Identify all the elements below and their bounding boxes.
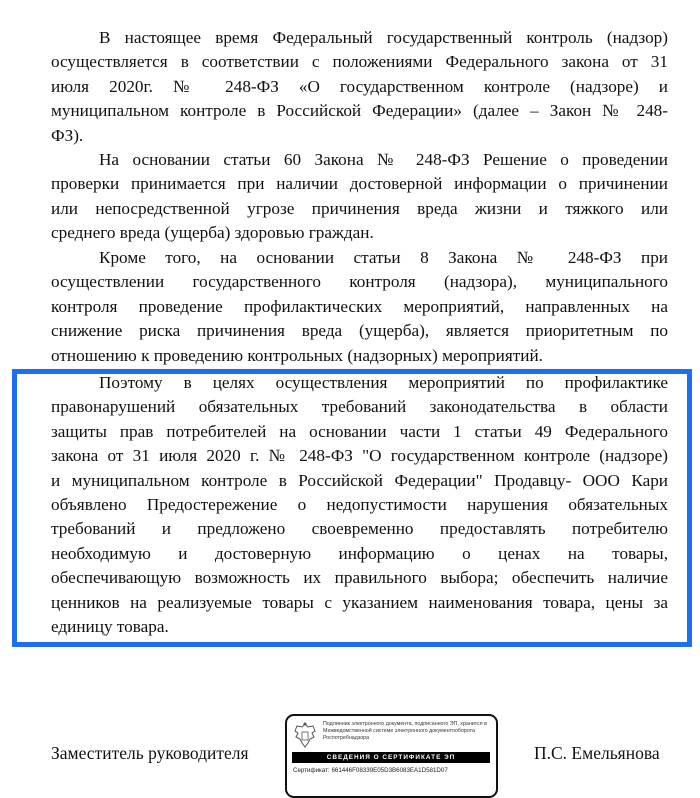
- paragraph-2: [51, 148, 668, 246]
- text-line: ценников на реализуемые товары с указанием наименования товара, цены за: [51, 592, 668, 612]
- text-line: Поэтому в целях осуществления мероприятий по профилактике: [99, 373, 668, 392]
- text-line: В настоящее время Федеральный государственный контроль (надзор): [99, 28, 668, 47]
- text-line: единицу товара.: [51, 616, 169, 636]
- text-line: правонарушений обязательных требований законодательства в области: [51, 397, 668, 417]
- e-signature-stamp: [285, 714, 498, 798]
- stamp-description: Подлинник электронного документа, подписанного ЭП, хранится в Межведомственной системе электронного документооборота Роспотребнадзора: [323, 721, 487, 742]
- text-line: или непосредственной угрозе причинения вреда жизни и тяжкого или: [51, 198, 668, 218]
- text-line: обеспечивающую возможность их правильного выбора; обеспечить наличие: [51, 568, 668, 588]
- coat-of-arms-icon: [293, 721, 317, 749]
- text-line: осуществляется в соответствии с положениями Федерального закона от 31: [51, 52, 668, 72]
- text-line: июля 2020г. № 248-ФЗ «О государственном контроле (надзоре) и: [51, 76, 668, 96]
- text-line: закона от 31 июля 2020 г. № 248-ФЗ "О государственном контроле (надзоре): [51, 446, 668, 466]
- text-line: отношению к проведению контрольных (надзорных) мероприятий.: [51, 345, 543, 365]
- paragraph-3: [51, 246, 668, 368]
- text-line: муниципальном контроле в Российской Федерации» (далее – Закон № 248-: [51, 101, 668, 121]
- certificate-number: Сертификат: 661446F08339E05D3B6083EA1D581D07: [293, 767, 448, 774]
- signer-name: П.С. Емельянова: [534, 743, 660, 763]
- text-line: проверки принимается при наличии достоверной информации о причинении: [51, 174, 668, 194]
- text-line: осуществлении государственного контроля (надзора), муниципального: [51, 272, 668, 292]
- paragraph-1: [51, 26, 668, 148]
- text-line: На основании статьи 60 Закона № 248-ФЗ Решение о проведении: [99, 150, 668, 169]
- text-line: контроля проведение профилактических мероприятий, направленных на: [51, 296, 668, 316]
- text-line: среднего вреда (ущерба) здоровью граждан.: [51, 223, 374, 243]
- text-line: ФЗ).: [51, 125, 84, 145]
- text-line: снижение риска причинения вреда (ущерба), является приоритетным по: [51, 321, 668, 341]
- text-line: необходимую и достоверную информацию о ценах на товары,: [51, 543, 668, 563]
- signer-position: Заместитель руководителя: [51, 743, 249, 763]
- text-line: защиты прав потребителей на основании части 1 статьи 49 Федерального: [51, 421, 668, 441]
- text-line: требований и предложено своевременно предоставлять потребителю: [51, 519, 668, 539]
- text-line: Кроме того, на основании статьи 8 Закона № 248-ФЗ при: [99, 248, 668, 267]
- text-line: и муниципальном контроле в Российской Федерации" Продавцу- ООО Кари: [51, 470, 668, 490]
- text-line: объявлено Предостережение о недопустимости нарушения обязательных: [51, 494, 668, 514]
- stamp-header: СВЕДЕНИЯ О СЕРТИФИКАТЕ ЭП: [292, 752, 490, 763]
- paragraph-4-highlighted: [51, 371, 668, 639]
